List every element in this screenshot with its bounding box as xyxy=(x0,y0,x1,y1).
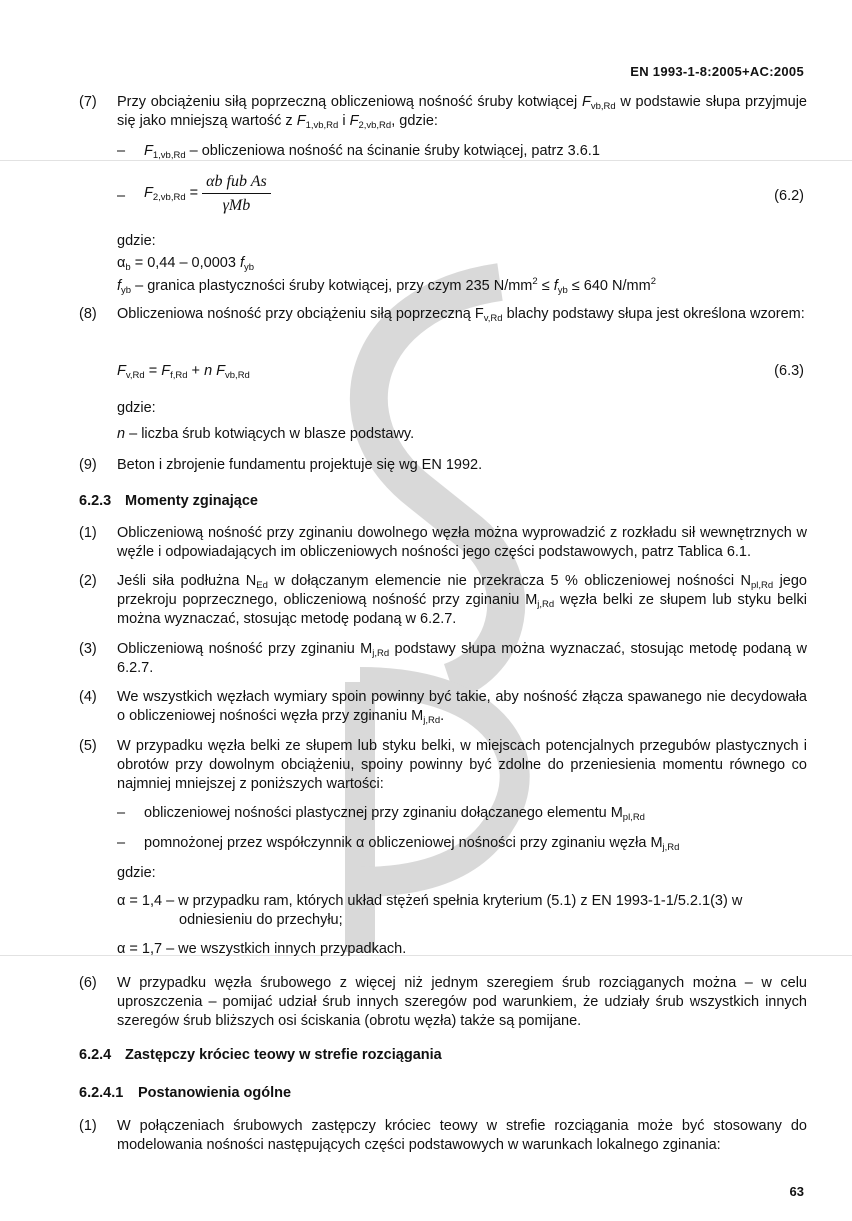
paragraph-text: Obliczeniową nośność przy zginaniu $M_{j,Rd}$ podstawy słupa można wyznaczać, stosując metodę podaną w 6.2.7. xyxy=(117,641,807,676)
paragraph-number: (5) xyxy=(79,738,97,754)
definition-f1vb: $F_{1,vb,Rd}$ – obliczeniowa nośność na ścinanie śruby kotwiącej, patrz 3.6.1 xyxy=(144,143,600,161)
alpha-case-2: α = 1,7 – we wszystkich innych przypadkach. xyxy=(117,941,407,957)
paragraph-number: (9) xyxy=(79,457,97,473)
section-title: Momenty zginające xyxy=(125,493,258,509)
n-definition: n – liczba śrub kotwiących w blasze podstawy. xyxy=(117,426,415,442)
paragraph-number: (1) xyxy=(79,525,97,541)
dash: – xyxy=(117,143,126,159)
paragraph-8-text: Obliczeniowa nośność przy obciążeniu siłą poprzeczną $F_{v,Rd}$ blachy podstawy słupa jest określona wzorem: xyxy=(117,306,805,324)
alpha-case-1: α = 1,4 – w przypadku ram, których układ stężeń spełnia kryterium (5.1) z EN 1993-1-1/5.2.1(3) w odniesieniu do przechyłu; xyxy=(117,893,743,928)
dash: – xyxy=(117,188,126,204)
paragraph-text: W przypadku węzła belki ze słupem lub styku belki, w miejscach potencjalnych przegubów plastycznych i obrotów przy dowolnym obciążeniu, spoiny powinny być zdolne do przeniesienia momentu równego co najmniej mniejszej z poniższych wartości: xyxy=(117,738,807,792)
paragraph-text: Obliczeniową nośność przy zginaniu dowolnego węzła można wyprowadzić z rozkładu sił wewnętrznych w węźle i odpowiadających im obliczeniowych nośności jego części podstawowych, patrz Tablica 6.1. xyxy=(117,525,807,560)
list-item: obliczeniowej nośności plastycznej przy zginaniu dołączanego elementu $M_{pl,Rd}$ xyxy=(144,805,645,823)
section-number: 6.2.4 xyxy=(79,1047,112,1063)
paragraph-number: (6) xyxy=(79,975,97,991)
paragraph-text: W przypadku węzła śrubowego z więcej niż jednym szeregiem śrub rozciąganych można – w celu uproszczenia – pomijać udział śrub innych szeregów pod warunkiem, że udziały śrub wszystkich innych szeregów śrub bliższych osi ściskania (obrotu węzła) także są pomijane. xyxy=(117,975,807,1029)
paragraph-number: (4) xyxy=(79,689,97,705)
paragraph-number: (8) xyxy=(79,306,97,322)
where-label: gdzie: xyxy=(117,865,156,881)
paragraph-number: (7) xyxy=(79,94,97,110)
section-number: 6.2.3 xyxy=(79,493,112,509)
dash: – xyxy=(117,805,126,821)
paragraph-number: (1) xyxy=(79,1118,97,1134)
paragraph-number: (3) xyxy=(79,641,97,657)
paragraph-text: We wszystkich węzłach wymiary spoin powinny być takie, aby nośność złącza spawanego nie decydowała o obliczeniowej nośności węzła przy zginaniu $M_{j,Rd}$. xyxy=(117,689,807,726)
page-header: EN 1993-1-8:2005+AC:2005 xyxy=(630,64,804,79)
subsection-title: Postanowienia ogólne xyxy=(138,1085,292,1101)
paragraph-text: Jeśli siła podłużna $N_{Ed}$ w dołączanym elemencie nie przekracza 5 % obliczeniowej nośności $N_{pl,Rd}$ jego przekroju poprzecznego, obliczeniową nośność przy zginaniu $M_{j,Rd}$ węzła belki ze słupem lub styku belki można wyznaczać, stosując metodę podaną w 6.2.7. xyxy=(117,573,807,627)
fraction: $\frac{\text{αb fub As}}{\text{γMb}}$ xyxy=(202,172,271,215)
where-label: gdzie: xyxy=(117,400,156,416)
alpha-b-definition: $\alpha_b = 0,44 - 0,0003$ $f_{yb}$ xyxy=(117,255,255,273)
paragraph-text: W połączeniach śrubowych zastępczy króciec teowy w strefie rozciągania może być stosowany do modelowania nośności następujących części podstawowych w warunkach lokalnego zginania: xyxy=(117,1118,807,1153)
equation-6-3: $F_{v,Rd} = F_{f,Rd} + n$ $F_{vb,Rd}$ xyxy=(117,363,250,381)
section-title: Zastępczy króciec teowy w strefie rozciągania xyxy=(125,1047,442,1063)
paragraph-number: (2) xyxy=(79,573,97,589)
equation-number: (6.3) xyxy=(774,363,804,379)
subsection-number: 6.2.4.1 xyxy=(79,1085,124,1101)
fyb-definition: $f_{yb}$ – granica plastyczności śruby kotwiącej, przy czym 235 $N/mm^2 \le f_{yb} \le 640$ $N/mm^2$ xyxy=(117,276,656,296)
equation-number: (6.2) xyxy=(774,188,804,204)
equation-6-2: $F_{2,vb,Rd}$ = $\frac{\text{αb fub As}}{\text{γMb}}$ xyxy=(144,172,804,215)
page-number: 63 xyxy=(789,1184,804,1199)
dash: – xyxy=(117,835,126,851)
list-item: pomnożonej przez współczynnik α obliczeniowej nośności przy zginaniu węzła $M_{j,Rd}$ xyxy=(144,835,680,853)
paragraph-7-text: Przy obciążeniu siłą poprzeczną obliczeniową nośność śruby kotwiącej $F_{vb,Rd}$ w podstawie słupa przyjmuje się jako mniejszą wartość z $F_{1,vb,Rd}$ i $F_{2,vb,Rd}$, gdzie: xyxy=(117,94,807,131)
paragraph-9-text: Beton i zbrojenie fundamentu projektuje się wg EN 1992. xyxy=(117,457,483,473)
where-label: gdzie: xyxy=(117,233,156,249)
